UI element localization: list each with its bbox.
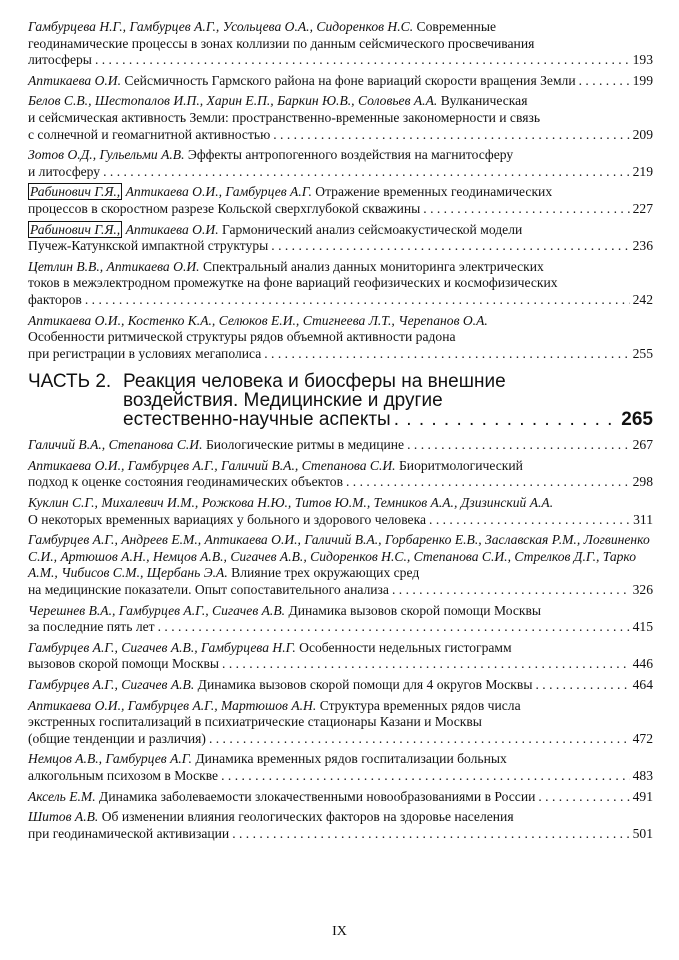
dot-leader xyxy=(232,826,629,843)
entry-page-number: 193 xyxy=(632,52,653,68)
entry-authors: Шитов А.В. xyxy=(28,809,99,825)
toc-entry xyxy=(28,603,653,636)
toc-entry-line xyxy=(28,184,653,201)
entry-authors: Белов С.В., Шестопалов И.П., Харин Е.П., Баркин Ю.В., Соловьев А.А. xyxy=(28,93,438,109)
dot-leader xyxy=(429,512,630,529)
entry-page-number: 326 xyxy=(632,582,653,598)
boxed-author: Рабинович Г.Я., xyxy=(30,221,121,237)
toc-entry-text-line xyxy=(28,582,389,599)
entry-title: Структура временных рядов числа xyxy=(319,697,521,713)
part-heading xyxy=(28,372,653,429)
toc-entry-line xyxy=(28,238,653,255)
entry-page-number: 209 xyxy=(632,126,653,142)
entry-title: процессов в скоростном разрезе Кольской сверхглубокой скважины xyxy=(28,200,421,216)
dot-leader xyxy=(103,164,630,181)
entry-page-number: 415 xyxy=(632,619,653,635)
toc-entry-text-line xyxy=(28,789,535,806)
dot-leader xyxy=(222,656,630,673)
entry-title: Динамика вызовов скорой помощи Москвы xyxy=(288,602,542,618)
part-title xyxy=(28,372,653,429)
toc-entry-text-line xyxy=(28,731,206,748)
table-of-contents xyxy=(28,19,653,846)
entry-title: Гармонический анализ сейсмоакустической модели xyxy=(222,221,523,237)
toc-entry xyxy=(28,698,653,748)
toc-entry-line xyxy=(28,789,653,806)
toc-entry-text-line xyxy=(28,238,268,255)
toc-entry xyxy=(28,184,653,217)
toc-entry-line xyxy=(28,474,653,491)
toc-entry-line xyxy=(28,164,653,181)
toc-entry xyxy=(28,458,653,491)
dot-leader xyxy=(158,619,630,636)
toc-entry-line xyxy=(28,259,653,276)
entry-title: за последние пять лет xyxy=(28,619,155,635)
entry-page-number: 199 xyxy=(632,72,653,88)
entry-title: О некоторых временных вариациях у больного и здорового человека xyxy=(28,511,427,527)
entry-authors: Аптикаева О.И., Гамбурцев А.Г., Мартюшов А.Н. xyxy=(28,697,317,713)
toc-entry xyxy=(28,495,653,528)
entry-authors: Гамбурцев А.Г., Сигачев А.В., Гамбурцева Н.Г. xyxy=(28,639,296,655)
toc-entry-line xyxy=(28,313,653,330)
toc-entry-line xyxy=(28,36,653,53)
toc-entry-text-line xyxy=(28,73,576,90)
toc-entry-line xyxy=(28,437,653,454)
entry-title: Об изменении влияния геологических факторов на здоровье населения xyxy=(101,809,514,825)
dot-leader xyxy=(209,731,630,748)
entry-title: геодинамические процессы в зонах коллизии по данным сейсмического просвечивания xyxy=(28,35,535,51)
entry-title: Пучеж-Катункской импактной структуры xyxy=(28,238,269,254)
toc-entry-line xyxy=(28,768,653,785)
toc-entries-part-2 xyxy=(28,437,653,842)
entry-title: на медицинские показатели. Опыт сопоставительного анализа xyxy=(28,582,389,598)
toc-entry-line xyxy=(28,826,653,843)
dot-leader xyxy=(221,768,630,785)
toc-entry-text-line xyxy=(28,656,219,673)
entry-title: Современные xyxy=(416,19,496,34)
entry-title: подход к оценке состояния геодинамических объектов xyxy=(28,474,343,490)
toc-entry-line xyxy=(28,809,653,826)
entry-title: и литосферу xyxy=(28,163,101,179)
dot-leader xyxy=(394,410,619,429)
toc-entry xyxy=(28,751,653,784)
entry-page-number: 255 xyxy=(632,345,653,361)
toc-entry xyxy=(28,677,653,694)
toc-entry-line xyxy=(28,751,653,768)
dot-leader xyxy=(273,127,629,144)
toc-entry-line xyxy=(28,677,653,694)
part-title-line: воздействия. Медицинские и другие xyxy=(123,390,443,412)
entry-title: и сейсмическая активность Земли: пространственно-временные закономерности и связь xyxy=(28,109,541,125)
entry-authors: Аптикаева О.И., Костенко К.А., Селюков Е.И., Стигнеева Л.Т., Черепанов О.А. xyxy=(28,312,488,328)
toc-entry-line xyxy=(28,127,653,144)
entry-authors: Куклин С.Г., Михалевич И.М., Рожкова Н.Ю., Титов Ю.М., Темников А.А., Дзизинский А.А. xyxy=(28,495,554,511)
toc-entry xyxy=(28,532,653,598)
toc-entry-text-line xyxy=(28,677,532,694)
entry-title: Особенности недельных гистограмм xyxy=(299,639,512,655)
part-page-number: 265 xyxy=(621,409,653,431)
dot-leader xyxy=(392,582,630,599)
toc-entry-line xyxy=(28,110,653,127)
entry-title: литосферы xyxy=(28,52,92,68)
toc-entry-line xyxy=(28,495,653,512)
entry-page-number: 236 xyxy=(632,238,653,254)
entry-authors: Гамбурцев А.Г., Андреев Е.М., Аптикаева О.И., Галичий В.А., Горбаренко Е.В., Заславская Р.М., Логвиненко С.И., Артюшов А.Н., Немцов А.В., Сигачев А.В., Сидоренков Н.С., Степанова С.И., Стрелков Д.Г., Тарко А.М., Чибисов С.М., Щербань Э.А. xyxy=(28,532,650,581)
toc-entry xyxy=(28,809,653,842)
entry-title: Динамика вызовов скорой помощи для 4 округов Москвы xyxy=(197,677,533,692)
toc-entry-line xyxy=(28,329,653,346)
toc-entry-text-line xyxy=(28,201,420,218)
toc-entry-text-line xyxy=(28,512,426,529)
toc-entry-line xyxy=(28,292,653,309)
entry-title: Вулканическая xyxy=(440,93,528,109)
toc-entry-text-line xyxy=(28,826,229,843)
entry-page-number: 267 xyxy=(632,437,653,453)
entry-title: Биоритмологический xyxy=(398,457,523,473)
toc-entry xyxy=(28,437,653,454)
toc-entry-line xyxy=(28,346,653,363)
entry-page-number: 472 xyxy=(632,730,653,746)
page-folio: IX xyxy=(332,924,347,939)
dot-leader xyxy=(579,73,630,90)
toc-entry xyxy=(28,222,653,255)
toc-entry-text-line xyxy=(28,474,343,491)
entry-title: при регистрации в условиях мегаполиса xyxy=(28,345,262,361)
toc-entry-line xyxy=(28,619,653,636)
entry-authors: Аптикаева О.И., Гамбурцев А.Г. xyxy=(125,184,312,200)
entry-authors: Аптикаева О.И. xyxy=(28,72,121,88)
dot-leader xyxy=(346,474,630,491)
entry-page-number: 242 xyxy=(632,291,653,307)
entry-page-number: 298 xyxy=(632,474,653,490)
dot-leader xyxy=(85,292,630,309)
part-title-last-line xyxy=(123,410,653,429)
toc-entry-line xyxy=(28,512,653,529)
entry-authors: Цетлин В.В., Аптикаева О.И. xyxy=(28,258,200,274)
entry-page-number: 464 xyxy=(632,677,653,692)
toc-entry-line xyxy=(28,73,653,90)
toc-entry-line xyxy=(28,458,653,475)
entry-title: Эффекты антропогенного воздействия на магнитосферу xyxy=(187,147,514,163)
toc-entry-line xyxy=(28,656,653,673)
entry-authors: Галичий В.А., Степанова С.И. xyxy=(28,437,203,453)
toc-entry-text-line xyxy=(28,164,100,181)
toc-entry-line xyxy=(28,147,653,164)
toc-entry-line xyxy=(28,222,653,239)
toc-entry-text-line xyxy=(28,437,404,454)
toc-entry-line xyxy=(28,582,653,599)
entry-page-number: 311 xyxy=(633,511,653,527)
toc-entry-line xyxy=(28,532,653,582)
entry-title: Динамика временных рядов госпитализации больных xyxy=(195,751,507,767)
toc-entry-line xyxy=(28,640,653,657)
dot-leader xyxy=(407,437,630,454)
entry-title: Спектральный анализ данных мониторинга электрических xyxy=(202,258,544,274)
toc-entry xyxy=(28,93,653,143)
entry-title: Влияние трех окружающих сред xyxy=(231,565,420,581)
toc-entry-text-line xyxy=(28,52,92,69)
toc-entry-text-line xyxy=(28,346,261,363)
entry-page-number: 446 xyxy=(632,656,653,672)
toc-entry-text-line xyxy=(28,768,218,785)
entry-title: Биологические ритмы в медицине xyxy=(205,437,405,453)
dot-leader xyxy=(538,789,629,806)
entry-page-number: 483 xyxy=(632,767,653,783)
toc-entry-line xyxy=(28,93,653,110)
entry-page-number: 227 xyxy=(632,200,653,216)
toc-entry-line xyxy=(28,603,653,620)
boxed-author: Рабинович Г.Я., xyxy=(30,184,121,200)
toc-entry xyxy=(28,19,653,69)
toc-entry-text-line xyxy=(28,292,82,309)
dot-leader xyxy=(95,52,630,69)
entry-title: с солнечной и геомагнитной активностью xyxy=(28,126,271,142)
entry-page-number: 491 xyxy=(632,788,653,804)
entry-authors: Аптикаева О.И., Гамбурцев А.Г., Галичий В.А., Степанова С.И. xyxy=(28,457,396,473)
toc-entries-part-1 xyxy=(28,19,653,362)
entry-authors: Аптикаева О.И. xyxy=(125,221,219,237)
entry-title: вызовов скорой помощи Москвы xyxy=(28,656,220,672)
entry-authors: Зотов О.Д., Гульельми А.В. xyxy=(28,147,185,163)
entry-title: Динамика заболеваемости злокачественными новообразованиями в России xyxy=(99,788,536,804)
toc-entry-line xyxy=(28,698,653,715)
entry-title: при геодинамической активизации xyxy=(28,825,230,841)
entry-title: экстренных госпитализаций в психиатрические стационары Казани и Москвы xyxy=(28,714,482,730)
toc-entry-line xyxy=(28,201,653,218)
toc-entry xyxy=(28,73,653,90)
entry-title: (общие тенденции и различия) xyxy=(28,730,206,746)
entry-page-number: 219 xyxy=(632,163,653,179)
part-title-line: Реакция человека и биосферы на внешние xyxy=(123,371,506,393)
entry-authors: Немцов А.В., Гамбурцев А.Г. xyxy=(28,751,192,767)
entry-title: факторов xyxy=(28,291,82,307)
toc-entry-line xyxy=(28,19,653,36)
dot-leader xyxy=(271,238,629,255)
toc-entry xyxy=(28,259,653,309)
toc-entry xyxy=(28,313,653,363)
toc-entry xyxy=(28,147,653,180)
toc-entry-line xyxy=(28,52,653,69)
entry-authors: Гамбурцева Н.Г., Гамбурцев А.Г., Усольцева О.А., Сидоренков Н.С. xyxy=(28,19,414,34)
toc-entry-text-line xyxy=(28,127,270,144)
toc-entry-line xyxy=(28,714,653,731)
toc-entry-text-line xyxy=(28,619,155,636)
entry-title: токов в межэлектродном промежутке на фоне вариаций геофизических и космофизических xyxy=(28,275,558,291)
dot-leader xyxy=(423,201,629,218)
entry-authors: Черешнев В.А., Гамбурцев А.Г., Сигачев А.В. xyxy=(28,602,286,618)
part-label: ЧАСТЬ 2. xyxy=(28,371,112,393)
toc-entry-line xyxy=(28,275,653,292)
entry-title: алкогольным психозом в Москве xyxy=(28,767,219,783)
toc-entry xyxy=(28,789,653,806)
toc-entry-line xyxy=(28,731,653,748)
entry-authors: Аксель Е.М. xyxy=(28,788,96,804)
dot-leader xyxy=(264,346,629,363)
entry-title: Особенности ритмической структуры рядов объемной активности радона xyxy=(28,329,456,345)
entry-page-number: 501 xyxy=(632,825,653,841)
part-title-line: естественно-научные аспекты xyxy=(123,409,391,431)
toc-entry xyxy=(28,640,653,673)
entry-title: Отражение временных геодинамических xyxy=(315,184,553,200)
dot-leader xyxy=(535,677,629,694)
entry-title: Сейсмичность Гармского района на фоне вариаций скорости вращения Земли xyxy=(124,72,576,88)
entry-authors: Гамбурцев А.Г., Сигачев А.В. xyxy=(28,677,195,692)
